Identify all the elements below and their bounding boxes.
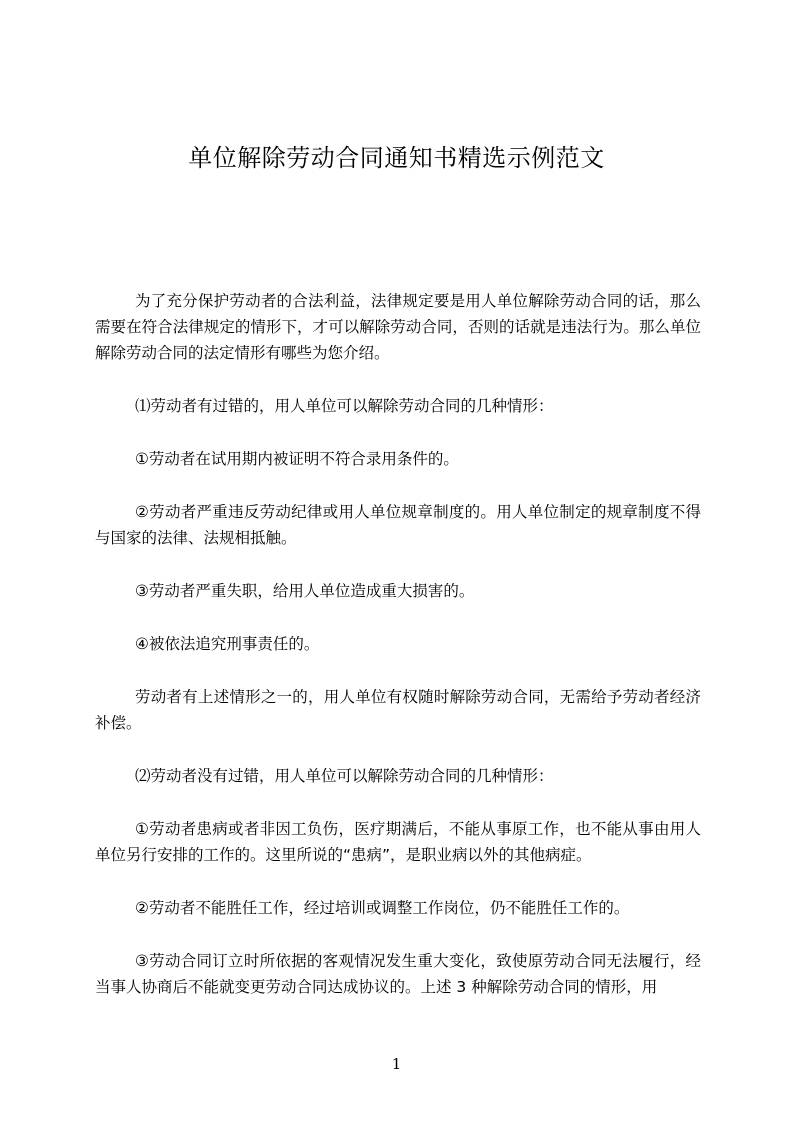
document-title: 单位解除劳动合同通知书精选示例范文 — [188, 144, 605, 172]
paragraph-item-1-3: ③劳动者严重失职，给用人单位造成重大损害的。 — [135, 582, 475, 600]
paragraph-item-2-2: ②劳动者不能胜任工作，经过培训或调整工作岗位，仍不能胜任工作的。 — [135, 899, 630, 917]
document-body — [95, 288, 701, 1027]
paragraph-section-1-heading: ⑴劳动者有过错的，用人单位可以解除劳动合同的几种情形： — [135, 397, 554, 415]
paragraph-section-2-heading: ⑵劳动者没有过错，用人单位可以解除劳动合同的几种情形： — [135, 767, 554, 785]
paragraph-item-1-1: ①劳动者在试用期内被证明不符合录用条件的。 — [135, 450, 459, 468]
paragraph-section-1-summary: 劳动者有上述情形之一的，用人单位有权随时解除劳动合同，无需给予劳动者经济补偿。 — [95, 688, 701, 732]
page-number: 1 — [391, 1055, 402, 1073]
paragraph-item-2-1: ①劳动者患病或者非因工负伤，医疗期满后，不能从事原工作，也不能从事由用人单位另行安排的工作的。这里所说的“患病”，是职业病以外的其他病症。 — [95, 820, 701, 864]
paragraph-intro: 为了充分保护劳动者的合法利益，法律规定要是用人单位解除劳动合同的话，那么需要在符合法律规定的情形下，才可以解除劳动合同，否则的话就是违法行为。那么单位解除劳动合同的法定情形有哪些为您介绍。 — [95, 292, 701, 362]
paragraph-item-2-3: ③劳动合同订立时所依据的客观情况发生重大变化，致使原劳动合同无法履行，经当事人协商后不能就变更劳动合同达成协议的。上述 3 种解除劳动合同的情形，用 — [95, 952, 701, 996]
paragraph-item-1-4: ④被依法追究刑事责任的。 — [135, 635, 320, 653]
paragraph-item-1-2: ②劳动者严重违反劳动纪律或用人单位规章制度的。用人单位制定的规章制度不得与国家的法律、法规相抵触。 — [95, 503, 701, 547]
